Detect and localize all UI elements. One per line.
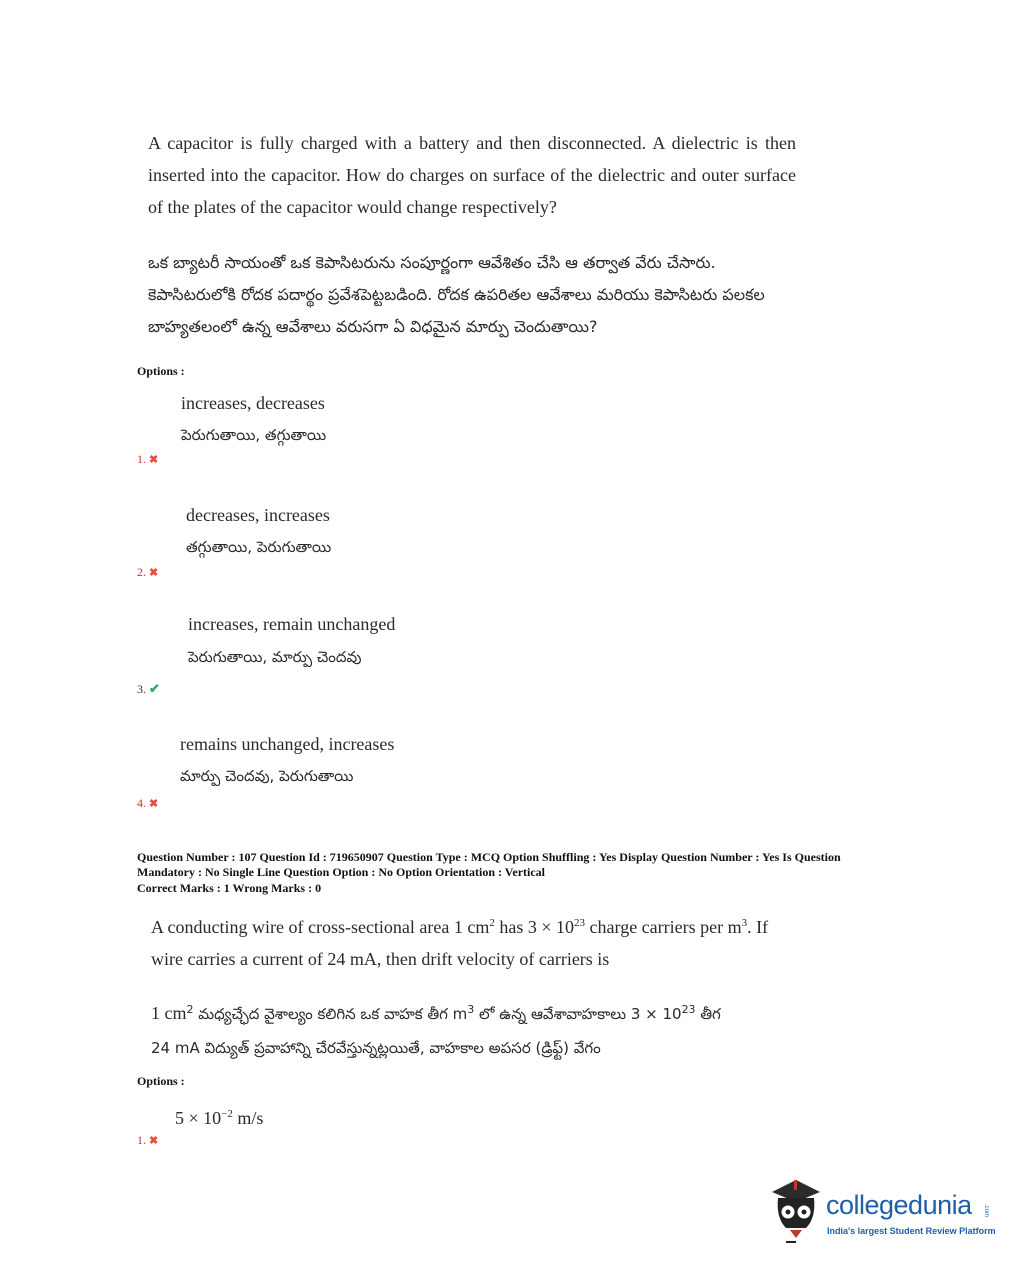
option-1-te: పెరుగుతాయి, తగ్గుతాయి (181, 426, 327, 444)
option-3-number: 3. (137, 682, 146, 696)
wrong-mark-icon: ✖ (149, 798, 159, 810)
correct-check-icon: ✔ (149, 681, 160, 696)
logo-tagline: India's largest Student Review Platform (827, 1226, 996, 1236)
option-2-te: తగ్గుతాయి, పెరుగుతాయి (186, 538, 332, 556)
option-4-number: 4. (137, 796, 146, 810)
q2-option-1-label (137, 1133, 158, 1148)
question-text-te-line3: బాహ్యతలంలో ఉన్న ఆవేశాలు వరుసగా ఏ విధమైన మార్పు చెందుతాయి? (148, 317, 598, 336)
option-3-en: increases, remain unchanged (188, 614, 396, 634)
mascot-icon (766, 1178, 826, 1246)
option-2-label (137, 565, 158, 580)
collegedunia-logo (766, 1178, 996, 1250)
question2-text-te-line2: 24 mA విద్యుత్ ప్రవాహాన్ని చేరవేస్తున్నట్లయితే, వాహకాల అపసర (డ్రిఫ్ట్) వేగం (151, 1039, 601, 1057)
question-text-en: A capacitor is fully charged with a battery and then disconnected. A dielectric is then inserted into the capacitor. How do charges on surface of the dielectric and outer surface of the plates of the capacitor would change respectively? (148, 133, 796, 217)
q2-option-1-text: $5 \times 10^{-2}$ m/s (175, 1108, 264, 1128)
options-label: Options : (137, 364, 185, 378)
question-meta-line2: Mandatory : No Single Line Question Option : No Option Orientation : Vertical (137, 865, 546, 879)
question-meta-line1: Question Number : 107 Question Id : 719650907 Question Type : MCQ Option Shuffling : Yes Display Question Number : Yes Is Question (137, 850, 841, 864)
option-1-number: 1. (137, 452, 146, 466)
option-2-en: decreases, increases (186, 505, 330, 525)
question2-text-te-line1: 1 $cm^2$ మధ్యచ్ఛేద వైశాల్యం కలిగిన ఒక వాహక తీగ $m^3$ లో ఉన్న ఆవేశావాహకాలు $3 \times 10^{23}$ తీగ (151, 1003, 721, 1023)
option-3-te: పెరుగుతాయి, మార్పు చెందవు (188, 648, 362, 666)
question-marks: Correct Marks : 1 Wrong Marks : 0 (137, 881, 322, 895)
option-1-en: increases, decreases (181, 393, 325, 413)
question2-text-en-line2: wire carries a current of 24 mA, then drift velocity of carriers is (151, 949, 610, 969)
q2-option-1-number: 1. (137, 1133, 146, 1147)
wrong-mark-icon: ✖ (149, 454, 159, 466)
question2-text-en-line1: A conducting wire of cross-sectional area 1 $cm^2$ has $3 \times 10^{23}$ charge carriers per $m^3$. If (151, 917, 769, 937)
option-1-label (137, 452, 158, 467)
option-2-number: 2. (137, 565, 146, 579)
option-3-label (137, 681, 160, 697)
logo-dotcom: .com (983, 1204, 989, 1218)
logo-wordmark: collegedunia (826, 1190, 972, 1220)
wrong-mark-icon: ✖ (149, 567, 159, 579)
question-text-te-line1: ఒక బ్యాటరీ సాయంతో ఒక కెపాసిటరును సంపూర్ణంగా ఆవేశితం చేసి ఆ తర్వాత వేరు చేసారు. (148, 253, 716, 272)
wrong-mark-icon: ✖ (149, 1135, 159, 1147)
options-label-2: Options : (137, 1074, 185, 1088)
question-text-te-line2: కెపాసిటరులోకి రోదక పదార్థం ప్రవేశపెట్టబడింది. రోదక ఉపరితల ఆవేశాలు మరియు కెపాసిటరు పలకల (148, 285, 765, 304)
option-4-en: remains unchanged, increases (180, 734, 395, 754)
option-4-te: మార్పు చెందవు, పెరుగుతాయి (180, 767, 354, 785)
option-4-label (137, 796, 158, 811)
